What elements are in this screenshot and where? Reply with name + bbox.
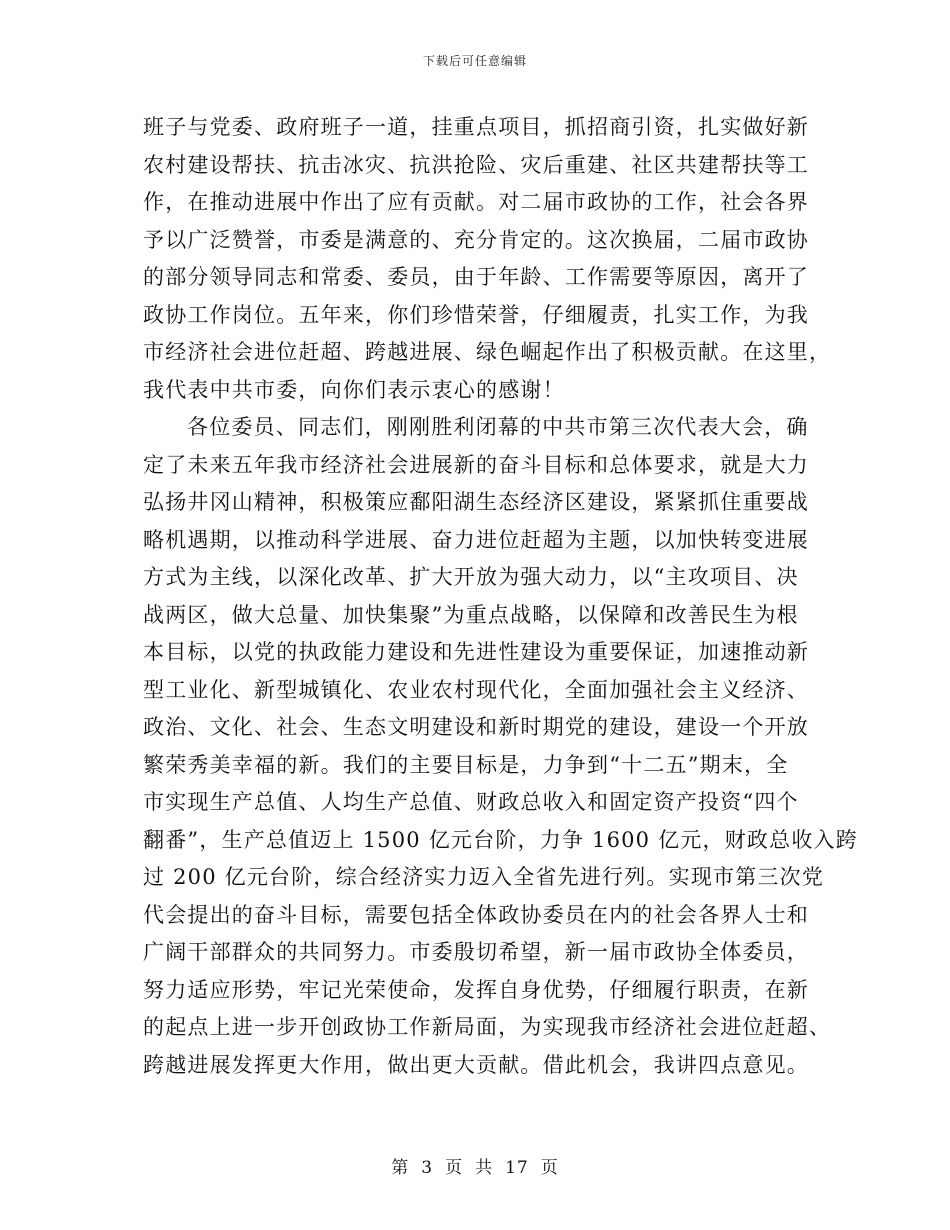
footer-total-word: 共 [475, 1158, 494, 1178]
paragraph-2 [143, 409, 858, 1084]
page-footer [0, 1153, 950, 1178]
text-line: 农村建设帮扶、抗击冰灾、抗洪抢险、灾后重建、社区共建帮扶等工 [143, 152, 809, 177]
text-line: 弘扬井冈山精神，积极策应鄱阳湖生态经济区建设，紧紧抓住重要战 [143, 490, 809, 514]
text-line: 代会提出的奋斗目标，需要包括全体政协委员在内的社会各界人士和 [143, 902, 809, 927]
document-body [143, 109, 858, 1084]
text-line: 翻番”，生产总值迈上 1500 亿元台阶，力争 1600 亿元，财政总收入跨 [143, 827, 858, 852]
text-line: 略机遇期，以推动科学进展、奋力进位赶超为主题，以加快转变进展 [143, 527, 809, 552]
text-line: 各位委员、同志们，刚刚胜利闭幕的中共市第三次代表大会，确 [187, 415, 809, 439]
text-line: 方式为主线，以深化改革、扩大开放为强大动力，以“主攻项目、决 [143, 565, 799, 589]
footer-prefix: 第 [391, 1158, 410, 1178]
text-line: 本目标，以党的执政能力建设和先进性建设为重要保证，加速推动新 [143, 640, 809, 664]
current-page-number: 3 [421, 1158, 434, 1178]
footer-page-word: 页 [445, 1158, 464, 1178]
text-line: 广阔干部群众的共同努力。市委殷切希望，新一届市政协全体委员， [143, 940, 809, 964]
text-line: 型工业化、新型城镇化、农业农村现代化，全面加强社会主义经济、 [143, 677, 809, 702]
paragraph-1 [143, 109, 832, 409]
text-line: 作，在推动进展中作出了应有贡献。对二届市政协的工作，社会各界 [143, 190, 809, 214]
text-line: 市实现生产总值、人均生产总值、财政总收入和固定资产投资“四个 [143, 790, 799, 814]
text-line: 努力适应形势，牢记光荣使命，发挥自身优势，仔细履行职责，在新 [143, 977, 809, 1002]
text-line: 过 200 亿元台阶，综合经济实力迈入全省先进行列。实现市第三次党 [143, 865, 825, 889]
page-header: 下载后可任意编辑 [422, 54, 527, 68]
text-line: 战两区，做大总量、加快集聚”为重点战略，以保障和改善民生为根 [143, 602, 799, 627]
text-line: 跨越进展发挥更大作用，做出更大贡献。借此机会，我讲四点意见。 [143, 1052, 809, 1077]
text-line: 的部分领导同志和常委、委员，由于年龄、工作需要等原因，离开了 [143, 265, 809, 289]
text-line: 我代表中共市委，向你们表示衷心的感谢！ [143, 377, 565, 402]
text-line: 政协工作岗位。五年来，你们珍惜荣誉，仔细履责，扎实工作，为我 [143, 302, 809, 327]
text-line: 市经济社会进位赶超、跨越进展、绿色崛起作出了积极贡献。在这里， [143, 340, 832, 364]
text-line: 的起点上进一步开创政协工作新局面，为实现我市经济社会进位赶超、 [143, 1015, 832, 1039]
text-line: 定了未来五年我市经济社会进展新的奋斗目标和总体要求，就是大力 [143, 452, 809, 477]
text-line: 政治、文化、社会、生态文明建设和新时期党的建设，建设一个开放 [143, 715, 809, 739]
text-line: 班子与党委、政府班子一道，挂重点项目，抓招商引资，扎实做好新 [143, 115, 809, 139]
text-line: 繁荣秀美幸福的新。我们的主要目标是，力争到“十二五”期末，全 [143, 752, 789, 777]
total-page-count: 17 [505, 1158, 529, 1178]
text-line: 予以广泛赞誉，市委是满意的、充分肯定的。这次换届，二届市政协 [143, 227, 809, 252]
footer-suffix: 页 [540, 1158, 559, 1178]
